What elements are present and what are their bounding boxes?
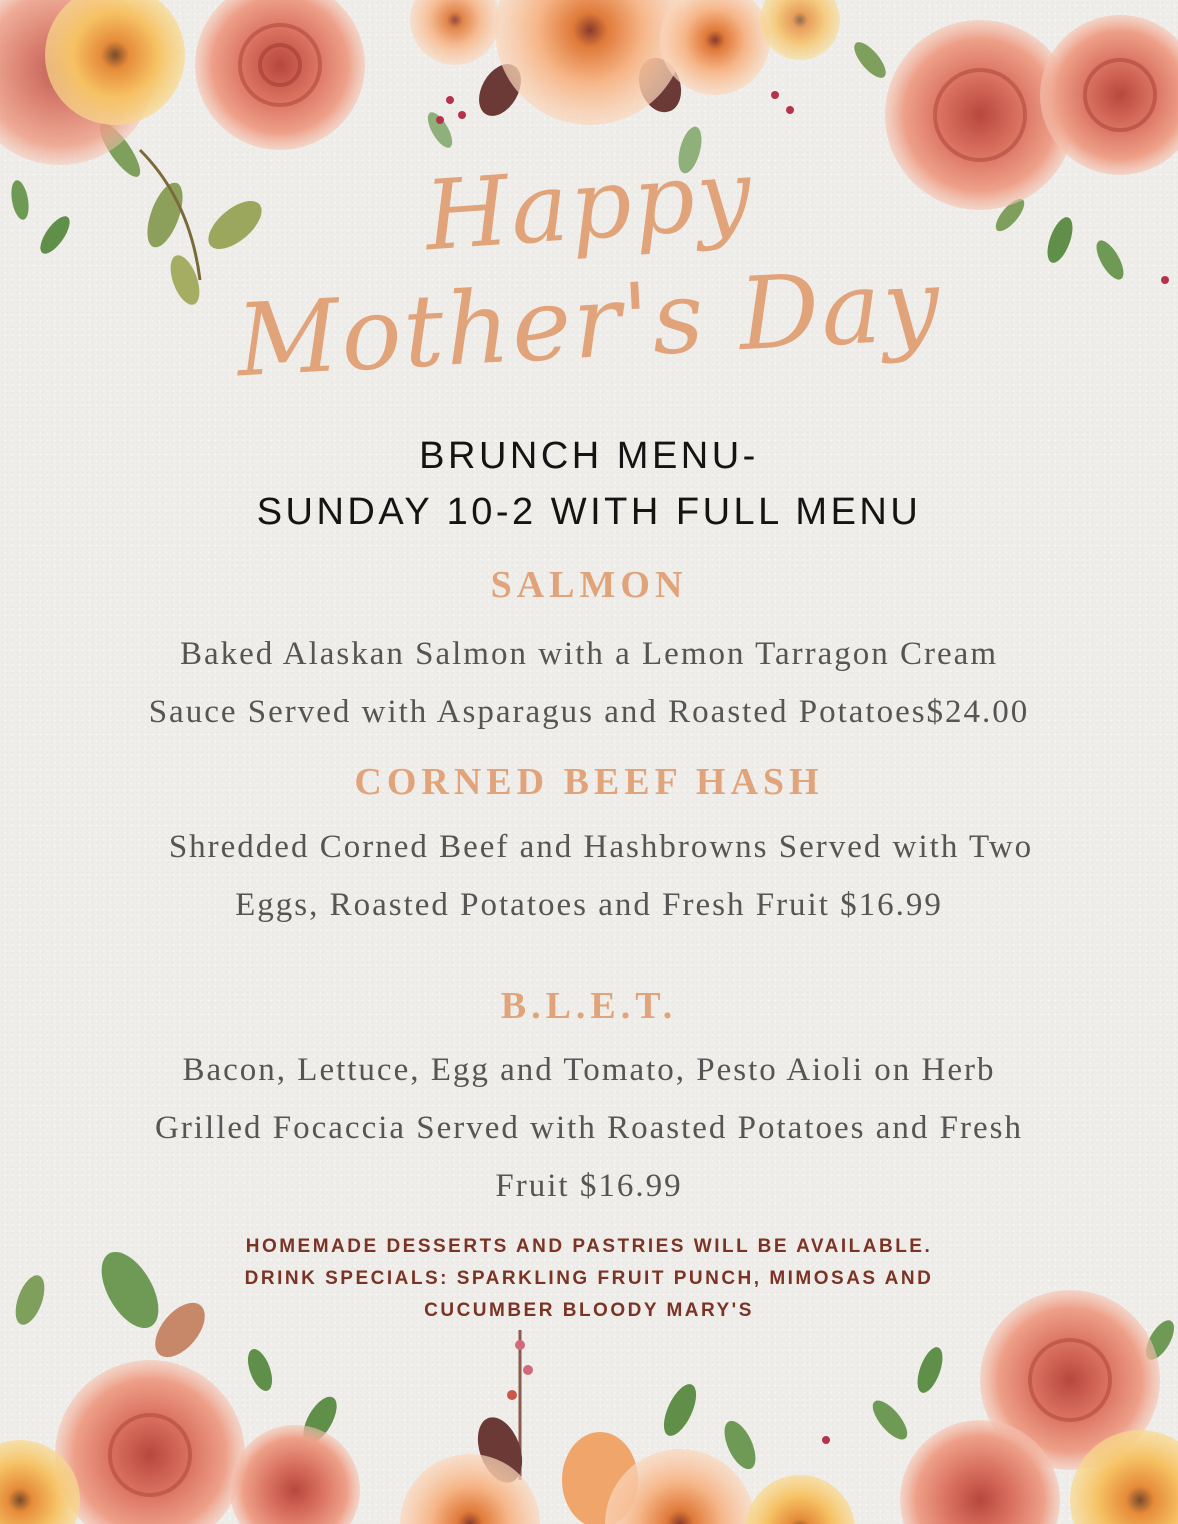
menu-item-name: CORNED BEEF HASH bbox=[354, 761, 824, 803]
menu-item-description-line: Shredded Corned Beef and Hashbrowns Served with Two bbox=[168, 829, 1034, 865]
menu-item-name: SALMON bbox=[490, 564, 688, 606]
footer-note-desserts: HOMEMADE DESSERTS AND PASTRIES WILL BE AVAILABLE. bbox=[245, 1236, 933, 1257]
menu-item-description-line: Grilled Focaccia Served with Roasted Potatoes and Fresh bbox=[155, 1110, 1023, 1146]
menu-item-description-line: Sauce Served with Asparagus and Roasted Potatoes$24.00 bbox=[148, 694, 1030, 730]
menu-item-description-line: Baked Alaskan Salmon with a Lemon Tarragon Cream bbox=[180, 636, 998, 672]
title-mothers-day: Mother's Day bbox=[233, 245, 945, 400]
footer-note-drinks-cont: CUCUMBER BLOODY MARY'S bbox=[424, 1300, 754, 1321]
menu-item-description-line: Fruit $16.99 bbox=[495, 1168, 683, 1204]
bottom-center-flowers bbox=[400, 1330, 855, 1524]
title-happy: Happy bbox=[421, 137, 757, 273]
menu-item-description-line: Bacon, Lettuce, Egg and Tomato, Pesto Aioli on Herb bbox=[182, 1052, 996, 1088]
brunch-hours-heading: SUNDAY 10-2 WITH FULL MENU bbox=[256, 491, 922, 533]
footer-note-drinks: DRINK SPECIALS: SPARKLING FRUIT PUNCH, MIMOSAS AND bbox=[244, 1268, 934, 1289]
menu-item-name: B.L.E.T. bbox=[500, 985, 678, 1027]
menu-item-description-line: Eggs, Roasted Potatoes and Fresh Fruit $16.99 bbox=[235, 887, 943, 923]
brunch-menu-heading: BRUNCH MENU- bbox=[419, 435, 759, 477]
